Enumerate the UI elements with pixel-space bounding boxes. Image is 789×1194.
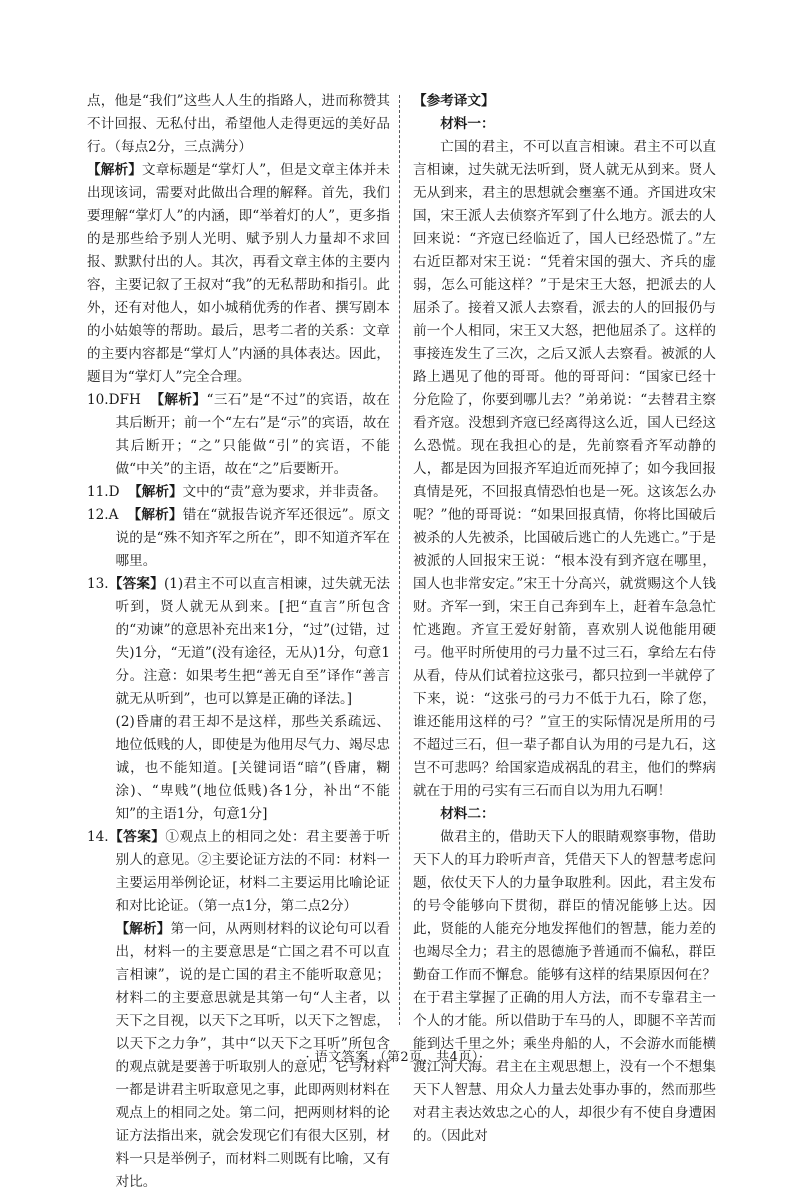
analysis-text: 文章标题是“掌灯人”，但是文章主体并未出现该词，需要对此做出合理的解释。首先，我们要理解“掌灯人”的内涵，即“举着灯的人”，更多指的是那些给予别人光明、赋予别人力量却不求回报、默默付出的人。其次，再看文章主体的主要内容，主要记叙了王叔对“我”的无私帮助和指引。此外，还有对他人，如小城稍优秀的作者、撰写剧本的小姑娘等的帮助。最后，思考二者的关系：文章的主要内容都是“掌灯人”内涵的具体表达。因此，题目为“掌灯人”完全合理。 (87, 162, 391, 385)
answer-tag: 【答案】 (108, 829, 166, 845)
material-2-label: 材料二： (440, 806, 495, 822)
question-number: 10. (87, 392, 109, 408)
material-1-text: 亡国的君主，不可以直言相谏。君主不可以直言相谏，过失就无法听到，贤人就无从到来。贤人无从到来，君主的思想就会壅塞不通。齐国进攻宋国，宋王派人去侦察齐军到了什么地方。派去的人回来说：“齐寇已经临近了，国人已经恐慌了。”左右近臣都对宋王说：“凭着宋国的强大、齐兵的虚弱，怎么可能这样？”于是宋王大怒，把派去的人屈杀了。接着又派人去察看，派去的人的回报仍与前一个人相同，宋王又大怒，把他屈杀了。这样的事接连发生了三次，之后又派人去察看。被派的人路上遇见了他的哥哥。他的哥哥问：“国家已经十分危险了，你要到哪儿去？”弟弟说：“去替君主察看齐寇。没想到齐寇已经离得这么近，国人已经这么恐慌。现在我担心的是，先前察看齐军动静的人，都是因为回报齐军迫近而死掉了；如今我回报真情是死，不回报真情恐怕也是一死。这该怎么办呢？”他的哥哥说：“如果回报真情，你将比国破后被杀的人先被杀，比国破后逃亡的人先逃亡。”于是被派的人回报宋王说：“根本没有到齐寇在哪里，国人也非常安定。”宋王十分高兴，就赏赐这个人钱财。齐军一到，宋王自己奔到车上，赶着车急急忙忙逃跑。齐宣王爱好射箭，喜欢别人说他能用硬弓。他平时所使用的弓力量不过三石，拿给左右侍从看，侍从们试着拉这张弓，都只拉到一半就停了下来，说：“这张弓的弓力不低于九石，除了您，谁还能用这样的弓？”宣王的实际情况是所用的弓不超过三石，但一辈子都自认为用的弓是九石，这岂不可悲吗？给国家造成祸乱的君主，他们的弊病就在于用的弓实有三石而自以为用九石啊！ (413, 139, 716, 799)
analysis-tag: 【解析】 (128, 484, 183, 500)
question-number: 14. (87, 829, 109, 845)
page-footer: · 语文答案 （第2页，共4页）· (305, 1050, 484, 1065)
question-11 (87, 481, 390, 504)
analysis-text: “三石”是“不过”的宾语，故在其后断开；前一个“左右”是“示”的宾语，故在其后断开；“之”只能做“引”的宾语，不能做“中关”的主语，故在“之”后要断开。 (115, 392, 390, 477)
material-1-label: 材料一： (440, 116, 495, 132)
material-2-text: 做君主的，借助天下人的眼睛观察事物，借助天下人的耳力聆听声音，凭借天下人的智慧考虑问题，依仗天下人的力量争取胜利。因此，君主发布的号令能够向下贯彻，群臣的情况能够上达。因此，贤能的人能充分地发挥他们的智慧，能力差的也竭尽全力；君主的恩德施予普通而不偏私，群臣勤奋工作而不懈怠。能够有这样的结果原因何在？在于君主掌握了正确的用人方法，而不专靠君主一个人的才能。所以借助于车马的人，即腿不辛苦而能到达千里之外；乘坐舟船的人，不会游水而能横渡江河大海。君主在主观思想上，没有一个不想集天下人智慧、用众人力量去处事办事的，然而那些对君主表达效忠之心的人，却很少有不使自身遭困的。（因此对 (413, 829, 716, 1144)
answer-text: ①观点上的相同之处：君主要善于听别人的意见。②主要论证方法的不同：材料一主要运用举例论证，材料二主要运用比喻论证和对比论证。（第一点1分，第二点2分） (115, 829, 390, 914)
analysis-text: 错在“就报告说齐军还很远”。原文说的是“殊不知齐军之所在”，即不知道齐军在哪里。 (115, 507, 390, 569)
continued-answer: 点，他是“我们”这些人人生的指路人，进而称赞其不计回报、无私付出，希望他人走得更远的美好品行。（每点2分，三点满分） (87, 93, 390, 155)
analysis-tag: 【解析】 (87, 162, 143, 178)
question-14 (87, 826, 390, 918)
question-number: 13. (87, 576, 109, 592)
right-column (413, 90, 716, 1148)
analysis-text: 文中的“责”意为要求，并非责备。 (182, 484, 387, 500)
column-divider (399, 95, 400, 1025)
question-12 (87, 504, 390, 573)
analysis-tag: 【解析】 (150, 392, 207, 408)
answer-part-1: (1)君主不可以直言相谏，过失就无法听到，贤人就无从到来。[把“直言”所包含的“劝谏”的意思补充出来1分，“过”(过错，过失)1分，“无道”(没有途径，无从)1分，句意1分。注意：如果考生把“善无自至”译作“善言就无从听到”，也可以算是正确的译法。] (115, 576, 391, 707)
question-number: 11. (87, 484, 109, 500)
analysis-tag: 【解析】 (115, 921, 171, 937)
analysis-q9 (87, 159, 390, 389)
question-13 (87, 573, 390, 711)
answer-letters: A (108, 507, 119, 523)
answer-letters: DFH (108, 392, 141, 408)
left-column (87, 90, 390, 1194)
question-10 (87, 389, 390, 481)
analysis-text: 第一问，从两则材料的议论句可以看出，材料一的主要意思是“亡国之君不可以直言相谏”，说的是亡国的君主不能听取意见；材料二的主要意思就是其第一句“人主者，以天下之目视，以天下之耳听，以天下之智虑，以天下之力争”，其中“以天下之耳听”所包含的观点就是要善于听取别人的意见，它与材料一都是讲君主听取意见之事，此即两则材料在观点上的相同之处。第二问，把两则材料的论证方法指出来，就会发现它们有很大区别，材料一只是举例子，而材料二则既有比喻，又有对比。 (115, 921, 391, 1190)
question-number: 12. (87, 507, 109, 523)
question-13-part-2: (2)昏庸的君王却不是这样，那些关系疏远、地位低贱的人，即使是为他用尽气力、竭尽忠诚，也不能知道。[关键词语“暗”(昏庸，糊涂)、“卑贱”(地位低贱)各1分，补出“不能知”的主语1分，句意1分] (115, 714, 390, 822)
answer-letters: D (108, 484, 120, 500)
answer-tag: 【答案】 (108, 576, 164, 592)
translation-title: 【参考译文】 (413, 93, 495, 109)
analysis-tag: 【解析】 (127, 507, 183, 523)
